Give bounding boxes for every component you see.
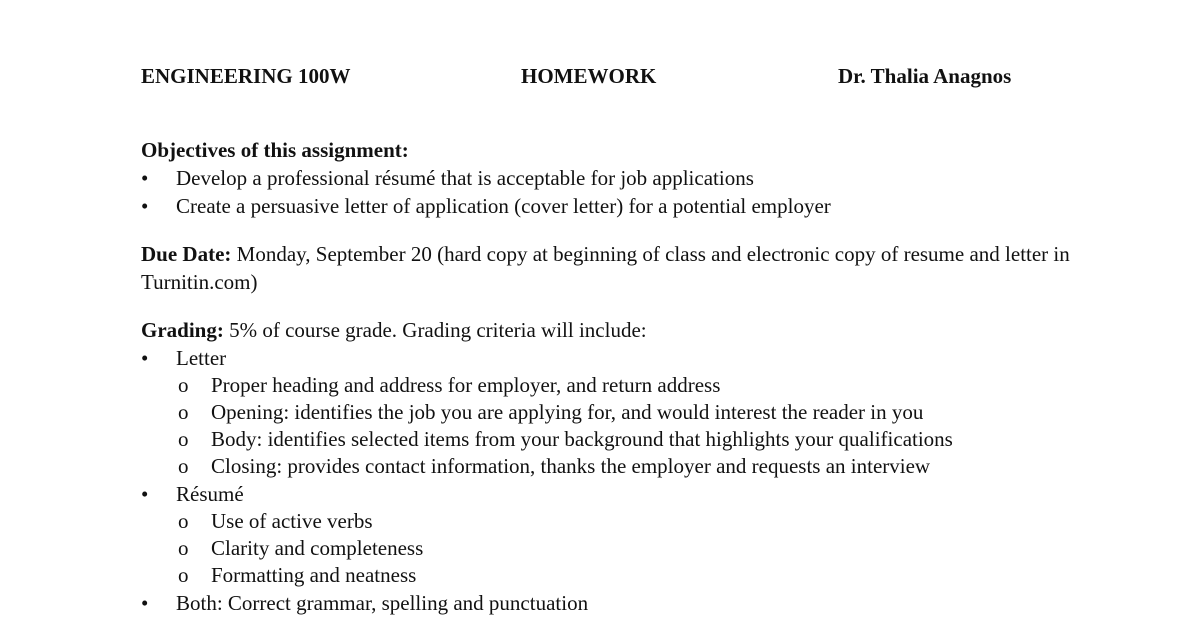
- subcriteria-item: o Opening: identifies the job you are applying for, and would interest the reader in you: [176, 399, 1101, 426]
- criteria-label: Résumé: [176, 482, 244, 506]
- due-date-paragraph: [141, 240, 1101, 296]
- subcriteria-item: o Closing: provides contact information, thanks the employer and requests an interview: [176, 453, 1101, 480]
- grading-paragraph: [141, 316, 1101, 344]
- objective-item: • Develop a professional résumé that is acceptable for job applications: [141, 164, 1101, 192]
- subcriteria-item: o Proper heading and address for employer, and return address: [176, 372, 1101, 399]
- subcriteria-item: o Use of active verbs: [176, 508, 1101, 535]
- resume-subcriteria: [176, 508, 1101, 589]
- document-title: HOMEWORK: [521, 64, 657, 88]
- due-date-label: Due Date:: [141, 242, 232, 266]
- grading-label: Grading:: [141, 318, 224, 342]
- instructor-name: Dr. Thalia Anagnos: [838, 64, 1012, 88]
- criteria-label: Letter: [176, 346, 227, 370]
- criteria-item-both: • Both: Correct grammar, spelling and punctuation: [141, 589, 1101, 617]
- grading-text: 5% of course grade. Grading criteria will include:: [223, 318, 647, 342]
- document-header: [0, 64, 1200, 94]
- criteria-item-letter: [141, 344, 1101, 480]
- objectives-list: [141, 164, 1101, 220]
- objectives-heading: Objectives of this assignment:: [141, 138, 409, 162]
- course-name: ENGINEERING 100W: [141, 64, 351, 88]
- grading-section: [141, 316, 1101, 617]
- grading-criteria-list: [141, 344, 1101, 617]
- letter-subcriteria: [176, 372, 1101, 480]
- subcriteria-item: o Body: identifies selected items from your background that highlights your qualifications: [176, 426, 1101, 453]
- objective-item: • Create a persuasive letter of application (cover letter) for a potential employer: [141, 192, 1101, 220]
- due-date-text: Monday, September 20 (hard copy at beginning of class and electronic copy of resume and letter in Turnitin.com): [141, 242, 1070, 294]
- objectives-section: [141, 136, 1101, 220]
- criteria-item-resume: [141, 480, 1101, 589]
- subcriteria-item: o Clarity and completeness: [176, 535, 1101, 562]
- document-body: [141, 136, 1101, 617]
- due-date-section: [141, 240, 1101, 296]
- subcriteria-item: o Formatting and neatness: [176, 562, 1101, 589]
